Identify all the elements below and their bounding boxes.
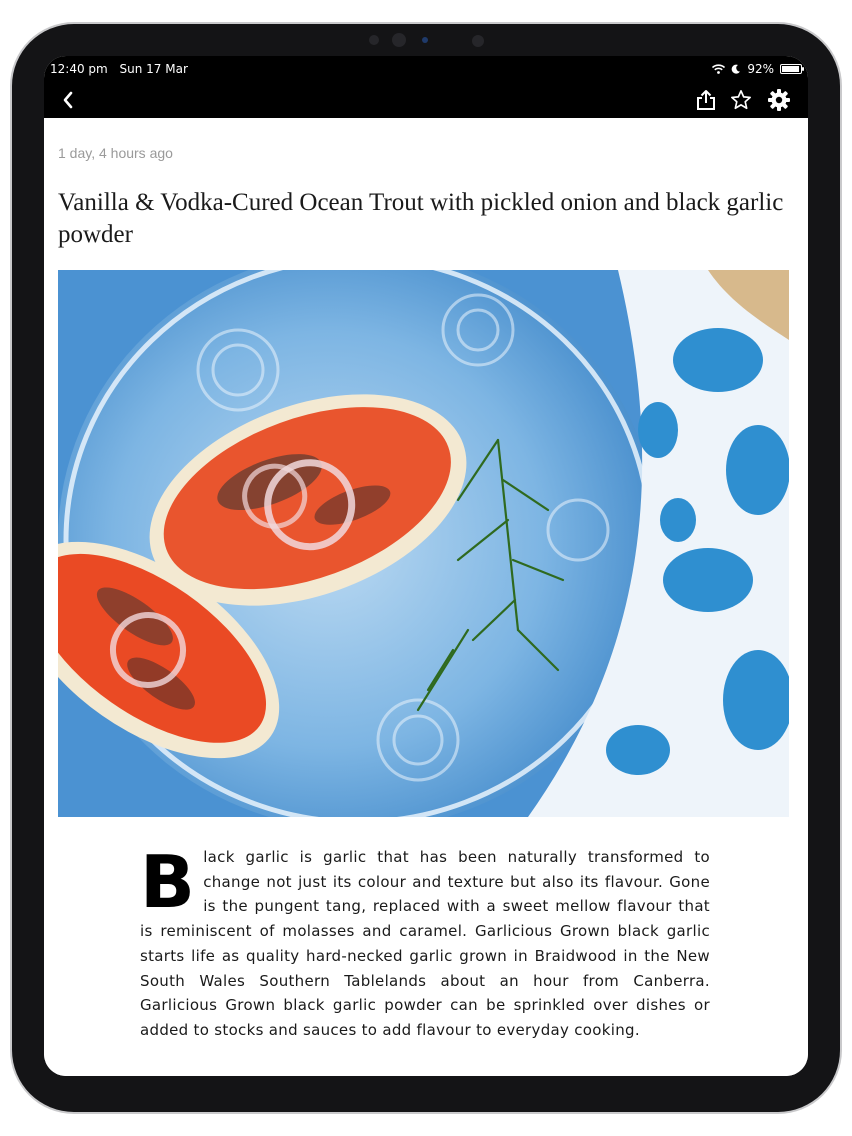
sensor-dot-right: [472, 35, 484, 47]
moon-icon: [731, 64, 741, 74]
food-photo: [58, 270, 789, 817]
app-screen: [44, 56, 808, 1076]
back-button[interactable]: [54, 86, 82, 114]
battery-fill: [782, 66, 799, 72]
sensor-dot: [422, 37, 428, 43]
battery-percent: 92%: [747, 62, 774, 76]
nav-bar: [44, 82, 808, 118]
article-body: [140, 840, 710, 1043]
article-title: Vanilla & Vodka-Cured Ocean Trout with pickled onion and black garlic powder: [58, 189, 784, 248]
camera-dot: [369, 35, 379, 45]
favorite-button[interactable]: [727, 86, 755, 114]
status-bar: [44, 56, 808, 82]
article-body-text: lack garlic is garlic that has been naturally transformed to change not just its colour and texture but also its flavour. Gone is the pungent tang, replaced with a sweet mellow flavour that is reminiscent of molasses and caramel. Garlicious Grown black garlic starts life as quality hard-necked garlic grown in Braidwood in the New South Wales Southern Tablelands about an hour from Canberra. Garlicious Grown black garlic powder can be sprinkled over dishes or added to stocks and sauces to add flavour to everyday cooking.: [140, 848, 710, 1039]
settings-button[interactable]: [765, 86, 793, 114]
status-left: [50, 62, 196, 76]
wifi-icon: [712, 64, 725, 74]
status-right: [712, 62, 802, 76]
status-date: Sun 17 Mar: [119, 62, 188, 76]
status-time: 12:40 pm: [50, 62, 108, 76]
share-button[interactable]: [692, 86, 720, 114]
article-photo: [58, 270, 789, 817]
star-icon: [730, 89, 752, 111]
article-timestamp: 1 day, 4 hours ago: [58, 145, 173, 161]
battery-icon: [780, 64, 802, 74]
article-content[interactable]: [44, 118, 808, 1076]
chevron-left-icon: [62, 91, 74, 109]
front-camera: [392, 33, 406, 47]
share-icon: [696, 89, 716, 111]
drop-cap: B: [140, 840, 196, 924]
gear-icon: [767, 88, 791, 112]
